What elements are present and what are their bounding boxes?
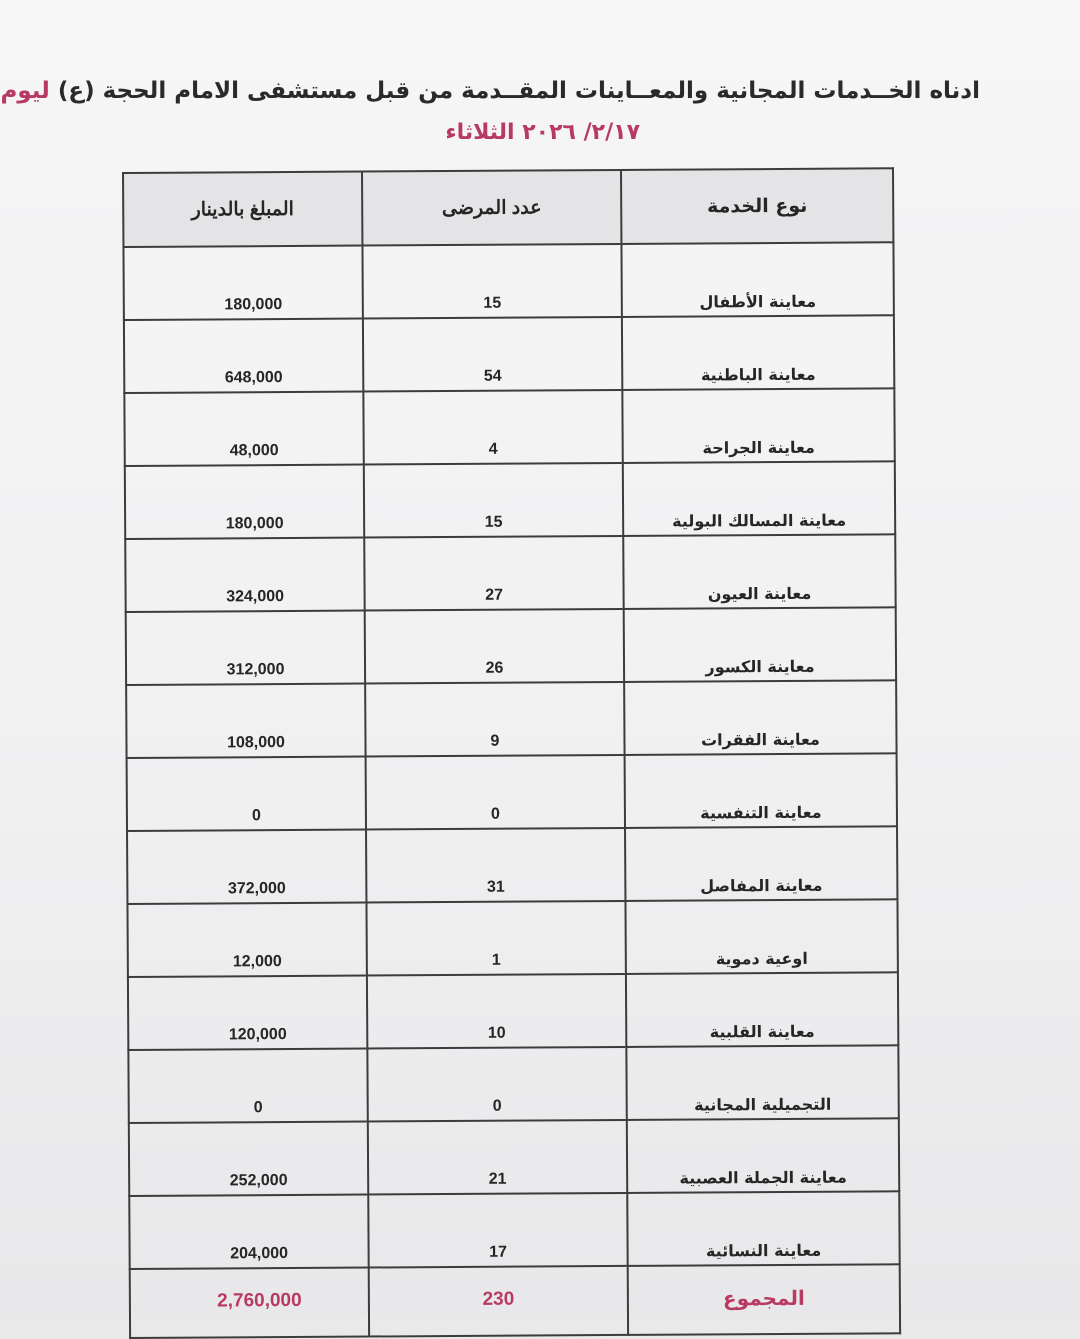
table-row: [123, 242, 893, 320]
total-patients: 230: [369, 1266, 628, 1337]
amount-value: 324,000: [226, 588, 285, 606]
patient-count-cell: 54: [363, 317, 622, 392]
service-name-cell: التجميلية المجانية: [626, 1045, 898, 1120]
amount-cell: [129, 1122, 368, 1196]
patient-count-cell: 0: [366, 755, 625, 830]
amount-cell: [125, 538, 364, 612]
patient-count-cell: 27: [364, 536, 623, 611]
header-service-type: نوع الخدمة: [621, 168, 893, 244]
table-row: [124, 315, 894, 393]
patient-count-cell: 15: [364, 463, 623, 538]
title-main-text: ادناه الخــدمات المجانية والمعــاينات المقــدمة من قبل مستشفى الامام الحجة (ع): [57, 78, 980, 104]
amount-value: 108,000: [227, 734, 285, 752]
table-row: [125, 461, 895, 539]
patient-count-cell: 31: [366, 828, 625, 903]
table-row: [124, 388, 894, 466]
patient-count-cell: 10: [367, 974, 626, 1049]
amount-value: 648,000: [224, 369, 283, 387]
table-row: [126, 607, 896, 685]
amount-value: 312,000: [226, 661, 285, 679]
document-date: ٢/١٧/ ٢٠٢٦ الثلاثاء: [445, 120, 640, 145]
amount-cell: [124, 392, 363, 466]
table-row: [128, 1045, 898, 1123]
amount-value: 372,000: [227, 880, 286, 898]
amount-value: 48,000: [229, 442, 279, 460]
table-header-row: [123, 168, 893, 247]
total-label: المجموع: [628, 1264, 900, 1335]
patient-count-cell: 21: [368, 1120, 627, 1195]
service-name-cell: معاينة الجراحة: [622, 388, 894, 463]
patient-count-cell: 15: [362, 244, 621, 319]
service-name-cell: معاينة التنفسية: [625, 753, 897, 828]
amount-value: 12,000: [232, 953, 282, 971]
amount-cell: [129, 1195, 368, 1269]
service-name-cell: معاينة المفاصل: [625, 826, 897, 901]
total-row: [130, 1264, 900, 1338]
amount-value: 0: [253, 1099, 263, 1117]
services-table: [122, 167, 901, 1339]
patient-count-cell: 4: [363, 390, 622, 465]
table-row: [125, 534, 895, 612]
amount-value: 204,000: [230, 1245, 289, 1263]
patient-count-cell: 26: [365, 609, 624, 684]
amount-cell: [127, 903, 366, 977]
amount-cell: [125, 465, 364, 539]
service-name-cell: معاينة الباطنية: [622, 315, 894, 390]
title-highlight-text: ليوم: [0, 78, 50, 104]
amount-value: 120,000: [228, 1026, 287, 1044]
header-patient-count: عدد المرضى: [362, 170, 621, 246]
table-row: [127, 899, 897, 977]
table-row: [126, 680, 896, 758]
amount-value: 252,000: [229, 1172, 288, 1190]
amount-cell: [128, 976, 367, 1050]
service-name-cell: معاينة الكسور: [624, 607, 896, 682]
amount-cell: [128, 1049, 367, 1123]
patient-count-cell: 9: [365, 682, 624, 757]
table-row: [127, 826, 897, 904]
table-row: [129, 1191, 899, 1269]
header-amount: المبلغ بالدينار: [123, 172, 362, 247]
amount-cell: [127, 830, 366, 904]
total-amount: 2,760,000: [217, 1289, 302, 1312]
service-name-cell: معاينة العيون: [623, 534, 895, 609]
service-name-cell: معاينة المسالك البولية: [623, 461, 895, 536]
amount-value: 180,000: [224, 296, 283, 314]
table-row: [127, 753, 897, 831]
amount-value: 180,000: [225, 515, 284, 533]
amount-cell: [123, 246, 362, 320]
service-name-cell: معاينة الجملة العصبية: [627, 1118, 899, 1193]
table-row: [129, 1118, 899, 1196]
total-amount-cell: [130, 1268, 369, 1338]
amount-value: 0: [251, 807, 261, 825]
service-name-cell: معاينة الأطفال: [621, 242, 893, 317]
document-title: [0, 78, 980, 104]
amount-cell: [127, 757, 366, 831]
patient-count-cell: 17: [368, 1193, 627, 1268]
service-name-cell: معاينة الفقرات: [624, 680, 896, 755]
service-name-cell: اوعية دموية: [625, 899, 897, 974]
patient-count-cell: 0: [367, 1047, 626, 1122]
service-name-cell: معاينة النسائية: [627, 1191, 899, 1266]
amount-cell: [124, 319, 363, 393]
patient-count-cell: 1: [366, 901, 625, 976]
table-row: [128, 972, 898, 1050]
service-name-cell: معاينة القلبية: [626, 972, 898, 1047]
amount-cell: [126, 611, 365, 685]
amount-cell: [126, 684, 365, 758]
